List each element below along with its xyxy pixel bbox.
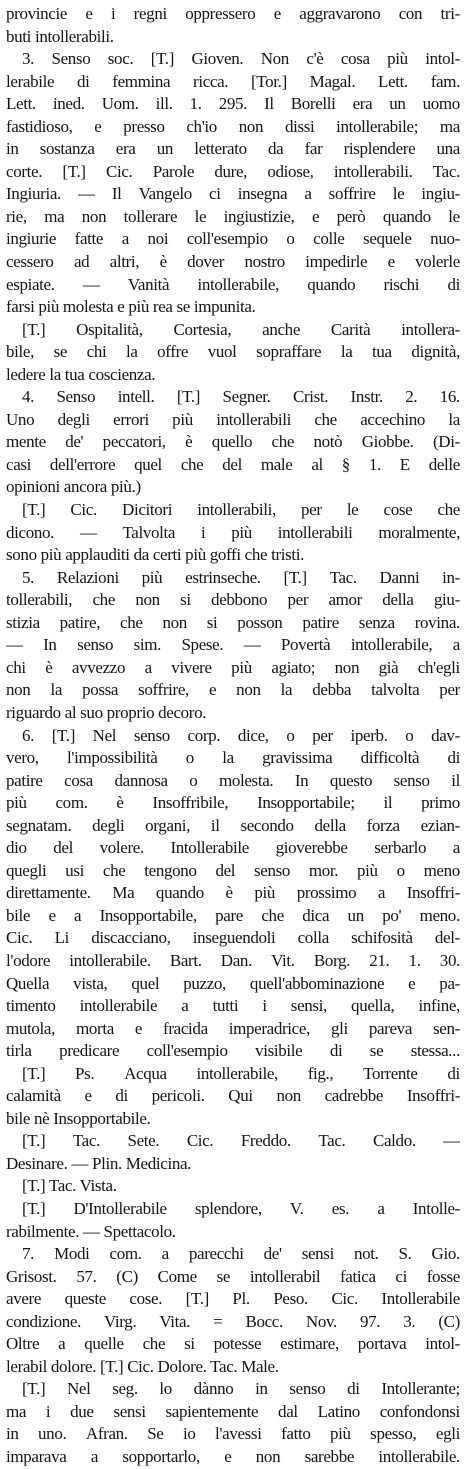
text-line: 7. Modi com. a parecchi de' sensi not. S. Gio. [22, 1244, 460, 1264]
text-line: [T.] Tac. Vista. [22, 1176, 117, 1196]
text-line: ma i due sensi sapientemente dal Latino confondonsi [6, 1401, 460, 1421]
text-line: in uno. Afran. Se io l'avessi fatto più spesso, egli [6, 1424, 460, 1444]
text-line: lerabil dolore. [T.] Cic. Dolore. Tac. Male. [6, 1356, 279, 1376]
text-line: Quella vista, quel puzzo, quell'abbominazione e pa- [6, 973, 460, 993]
text-line: ledere la tua coscienza. [6, 364, 156, 384]
text-line: [T.] Ps. Acqua intollerabile, fig., Torrente di [22, 1063, 460, 1083]
text-line: casi dell'errore quel che del male al § 1. E delle [6, 454, 460, 474]
text-line: ingiurie fatte a noi coll'esempio o colle sequele nuo- [6, 229, 460, 249]
text-line: rabilmente. — Spettacolo. [6, 1221, 176, 1241]
text-line: dicono. — Talvolta i più intollerabili moralmente, [6, 522, 460, 542]
text-line: lerabile di femmina ricca. [Tor.] Magal. Lett. fam. [6, 71, 460, 91]
text-line: sono più applauditi da certi più goffi che tristi. [6, 545, 305, 565]
text-line: chi è avvezzo a vivere più agiato; non già ch'egli [6, 657, 460, 677]
text-line: più com. è Insoffribile, Insopportabile; il primo [6, 793, 460, 813]
text-line: rie, ma non tollerare le ingiustizie, e però quando le [6, 206, 460, 226]
text-line: corte. [T.] Cic. Parole dure, odiose, intollerabili. Tac. [6, 161, 460, 181]
text-line: 6. [T.] Nel senso corp. dice, o per iperb. o dav- [22, 725, 460, 745]
text-line: l'odore intollerabile. Bart. Dan. Vit. Borg. 21. 1. 30. [6, 950, 460, 970]
text-line: vero, l'impossibilità o la gravissima difficoltà di [6, 748, 460, 768]
text-line: 4. Senso intell. [T.] Segner. Crist. Instr. 2. 16. [22, 387, 460, 407]
text-line: bile nè Insopportabile. [6, 1108, 151, 1128]
text-line: bile e a Insopportabile, pare che dica un po' meno. [6, 905, 460, 925]
text-line: Uno degli errori più intollerabili che accechino la [6, 409, 460, 429]
text-line: mente de' peccatori, è quello che notò Giobbe. (Di- [6, 432, 460, 452]
text-line: tirla predicare coll'esempio visibile di se stessa... [6, 1041, 460, 1061]
text-line: patire cosa dannosa o molesta. In questo senso il [6, 770, 460, 790]
text-line: farsi più molesta e più rea se impunita. [6, 297, 256, 317]
text-line: condizione. Virg. Vita. = Bocc. Nov. 97. 3. (C) [6, 1311, 460, 1331]
text-line: [T.] Cic. Dicitori intollerabili, per le cose che [22, 500, 460, 520]
text-line: buti intollerabili. [6, 26, 114, 46]
text-line: [T.] Nel seg. lo dànno in senso di Intollerante; [22, 1379, 460, 1399]
text-line: [T.] Ospitalità, Cortesia, anche Carità intollera- [22, 319, 460, 339]
text-line: stizia patire, che non si posson patire senza rovina. [6, 612, 460, 632]
text-line: non la possa soffrire, e non la debba talvolta per [6, 680, 460, 700]
text-line: mutola, morta e fracida imperadrice, gli pareva sen- [6, 1018, 460, 1038]
text-line: imparava a sopportarlo, e non sarebbe intollerabile. [6, 1447, 460, 1466]
text-line: Desinare. — Plin. Medicina. [6, 1153, 192, 1173]
text-line: riguardo al suo proprio decoro. [6, 702, 207, 722]
text-line: fastidioso, e presso ch'io non dissi intollerabile; ma [6, 116, 460, 136]
text-line: tollerabili, che non si debbono per amor della giu- [6, 590, 460, 610]
text-line: provincie e i regni oppressero e aggravarono con tri- [6, 4, 460, 23]
text-line: cessero ad altri, è dover nostro impedirle e volerle [6, 252, 460, 272]
text-line: direttamente. Ma quando è più prossimo a Insoffri- [6, 883, 460, 903]
text-line: segnatam. degli organi, il secondo della forza ezian- [6, 815, 460, 835]
text-line: [T.] Tac. Sete. Cic. Freddo. Tac. Caldo. — [22, 1131, 460, 1151]
text-line: timento intollerabile a tutti i sensi, quella, infine, [6, 996, 460, 1016]
text-line: espiate. — Vanità intollerabile, quando rischi di [6, 274, 460, 294]
text-line: quegli usi che tengono del senso mor. più o meno [6, 860, 460, 880]
text-line: Cic. Li discacciano, inseguendoli colla schifosità del- [6, 928, 460, 948]
text-line: bile, se chi la offre vuol sopraffare la tua dignità, [6, 342, 460, 362]
text-line: 5. Relazioni più estrinseche. [T.] Tac. Danni in- [22, 567, 460, 587]
text-line: — In senso sim. Spese. — Povertà intollerabile, a [6, 635, 460, 655]
text-line: Grisost. 57. (C) Come se intollerabil fatica ci fosse [6, 1266, 460, 1286]
text-line: 3. Senso soc. [T.] Gioven. Non c'è cosa più intol- [22, 49, 460, 69]
text-line: Lett. ined. Uom. ill. 1. 295. Il Borelli era un uomo [6, 94, 460, 114]
text-line: avere queste cose. [T.] Pl. Peso. Cic. Intollerabile [6, 1289, 460, 1309]
text-line: [T.] D'Intollerabile splendore, V. es. a Intolle- [22, 1198, 460, 1218]
text-line: in sostanza era un letterato da far risplendere una [6, 139, 460, 159]
text-line: dio del volere. Intollerabile gioverebbe serbarlo a [6, 838, 460, 858]
text-line: opinioni ancora più.) [6, 477, 141, 497]
text-line: calamità e di pericoli. Qui non cadrebbe Insoffri- [6, 1086, 460, 1106]
text-line: Ingiuria. — Il Vangelo ci insegna a soffrire le ingiu- [6, 184, 460, 204]
text-line: Oltre a quelle che si potesse estimare, portava intol- [6, 1334, 460, 1354]
